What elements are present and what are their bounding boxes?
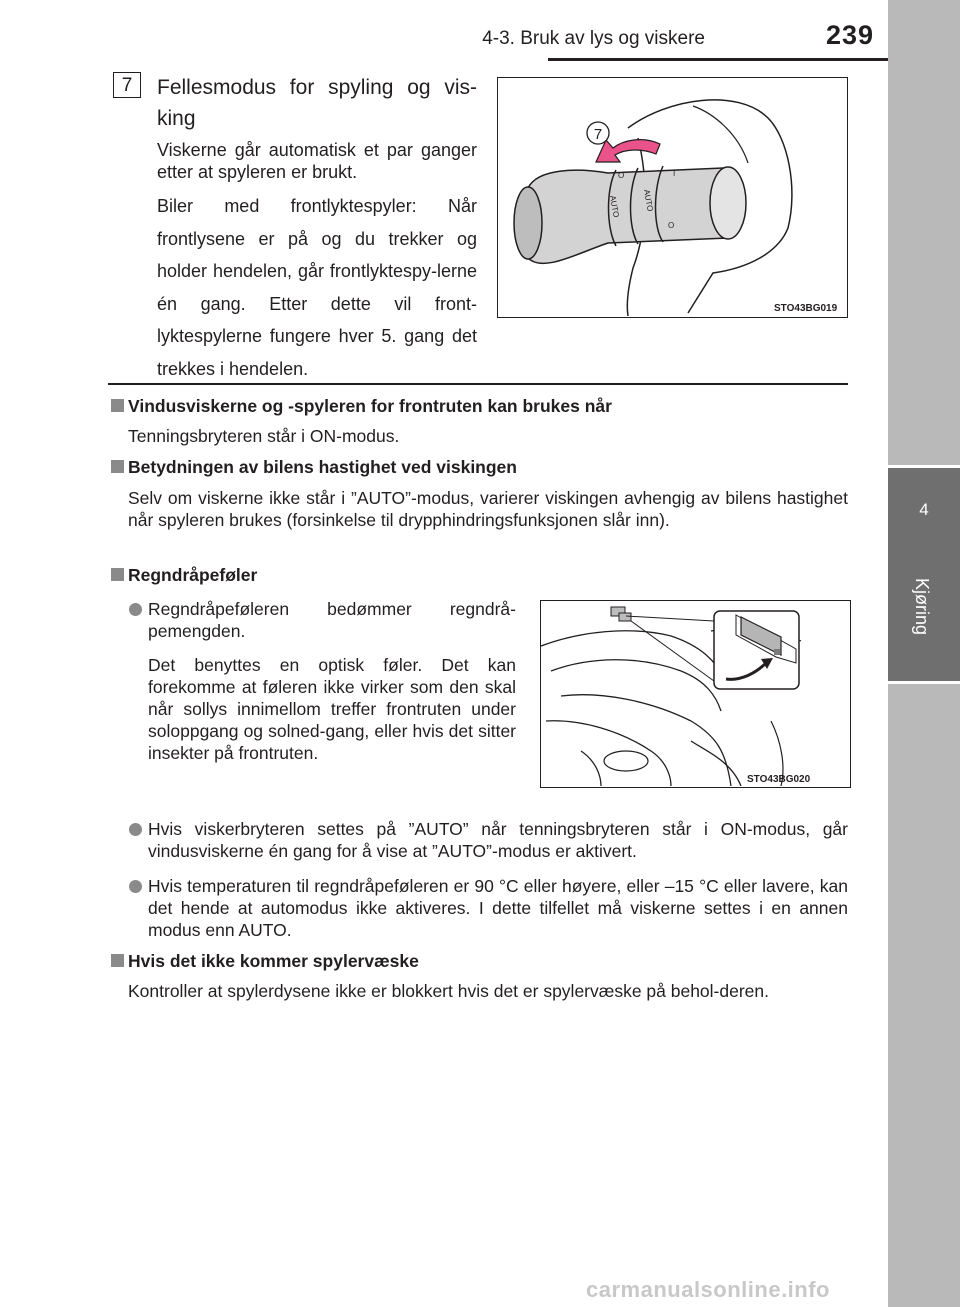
square-bullet-icon xyxy=(111,954,124,967)
item-title: Fellesmodus for spyling og vis-king xyxy=(157,76,477,130)
page-header xyxy=(0,0,888,60)
chapter-name: Kjøring xyxy=(912,578,932,636)
wiper-lever-figure xyxy=(497,77,848,318)
header-section-title: 4-3. Bruk av lys og viskere xyxy=(482,28,705,49)
rain-sensor-figure xyxy=(540,600,851,788)
figure-code: STO43BG020 xyxy=(747,774,811,785)
watermark: carmanualsonline.info xyxy=(586,1277,830,1302)
switch-label: O xyxy=(618,171,625,180)
square-bullet-icon xyxy=(111,568,124,581)
note-heading: Hvis det ikke kommer spylervæske xyxy=(128,951,419,971)
bullet-text: Hvis viskerbryteren settes på ”AUTO” når tenningsbryteren står i ON-modus, går vindusviskerne én gang for å vise at ”AUTO”-modus er aktivert. xyxy=(148,819,848,861)
direction-arrow-icon xyxy=(596,140,660,162)
side-tab-lower xyxy=(888,684,960,1307)
chapter-number: 4 xyxy=(919,500,929,519)
note-body: Selv om viskerne ikke står i ”AUTO”-modus, varierer viskingen avhengig av bilens hastighet når spyleren brukes (forsinkelse til drypphindringsfunksjonen slår inn). xyxy=(128,488,848,530)
switch-label: I xyxy=(673,169,676,178)
item-paragraph: Viskerne går automatisk et par ganger etter at spyleren er brukt. xyxy=(157,140,477,182)
switch-label: AUTO xyxy=(642,188,655,213)
wiper-lever-illustration xyxy=(498,78,846,316)
switch-label: O xyxy=(668,221,675,230)
figure-code: STO43BG019 xyxy=(774,303,838,314)
note-heading: Regndråpeføler xyxy=(128,565,258,585)
section-divider xyxy=(108,383,848,385)
page-number: 239 xyxy=(826,20,875,50)
note-body: Kontroller at spylerdysene ikke er blokkert hvis det er spylervæske på behol-deren. xyxy=(128,981,770,1001)
bullet-text: Det benyttes en optisk føler. Det kan forekomme at føleren ikke virker som den skal når sollys innimellom treffer frontruten under soloppgang og solned-gang, eller hvis det sitter insekter på frontruten. xyxy=(148,655,516,763)
square-bullet-icon xyxy=(111,460,124,473)
bullet-text: Hvis temperaturen til regndråpeføleren er 90 °C eller høyere, eller –15 °C eller lavere, kan det hende at automodus ikke aktiveres. I dette tilfellet må viskerne settes i en annen modus enn AUTO. xyxy=(148,876,848,940)
dot-bullet-icon xyxy=(129,880,142,893)
step-badge: 7 xyxy=(113,72,141,98)
switch-label: AUTO xyxy=(608,194,621,219)
note-body: Tenningsbryteren står i ON-modus. xyxy=(128,426,400,446)
dot-bullet-icon xyxy=(129,823,142,836)
rain-sensor-illustration xyxy=(541,601,849,786)
header-rule xyxy=(548,58,888,61)
note-heading: Vindusviskerne og -spyleren for frontruten kan brukes når xyxy=(128,396,612,416)
bullet-text: Regndråpeføleren bedømmer regndrå-pemengden. xyxy=(148,599,516,641)
chapter-side-tab xyxy=(888,0,960,1307)
side-tab-upper xyxy=(888,0,960,465)
figure-callout: 7 xyxy=(593,126,603,143)
note-heading: Betydningen av bilens hastighet ved viskingen xyxy=(128,457,517,477)
square-bullet-icon xyxy=(111,399,124,412)
item-paragraph: Biler med frontlyktespyler: Når frontlysene er på og du trekker og holder hendelen, går frontlyktespy-lerne én gang. Etter dette vil front-lyktespylerne fungere hver 5. gang det trekkes i hendelen. xyxy=(157,196,477,379)
dot-bullet-icon xyxy=(129,603,142,616)
